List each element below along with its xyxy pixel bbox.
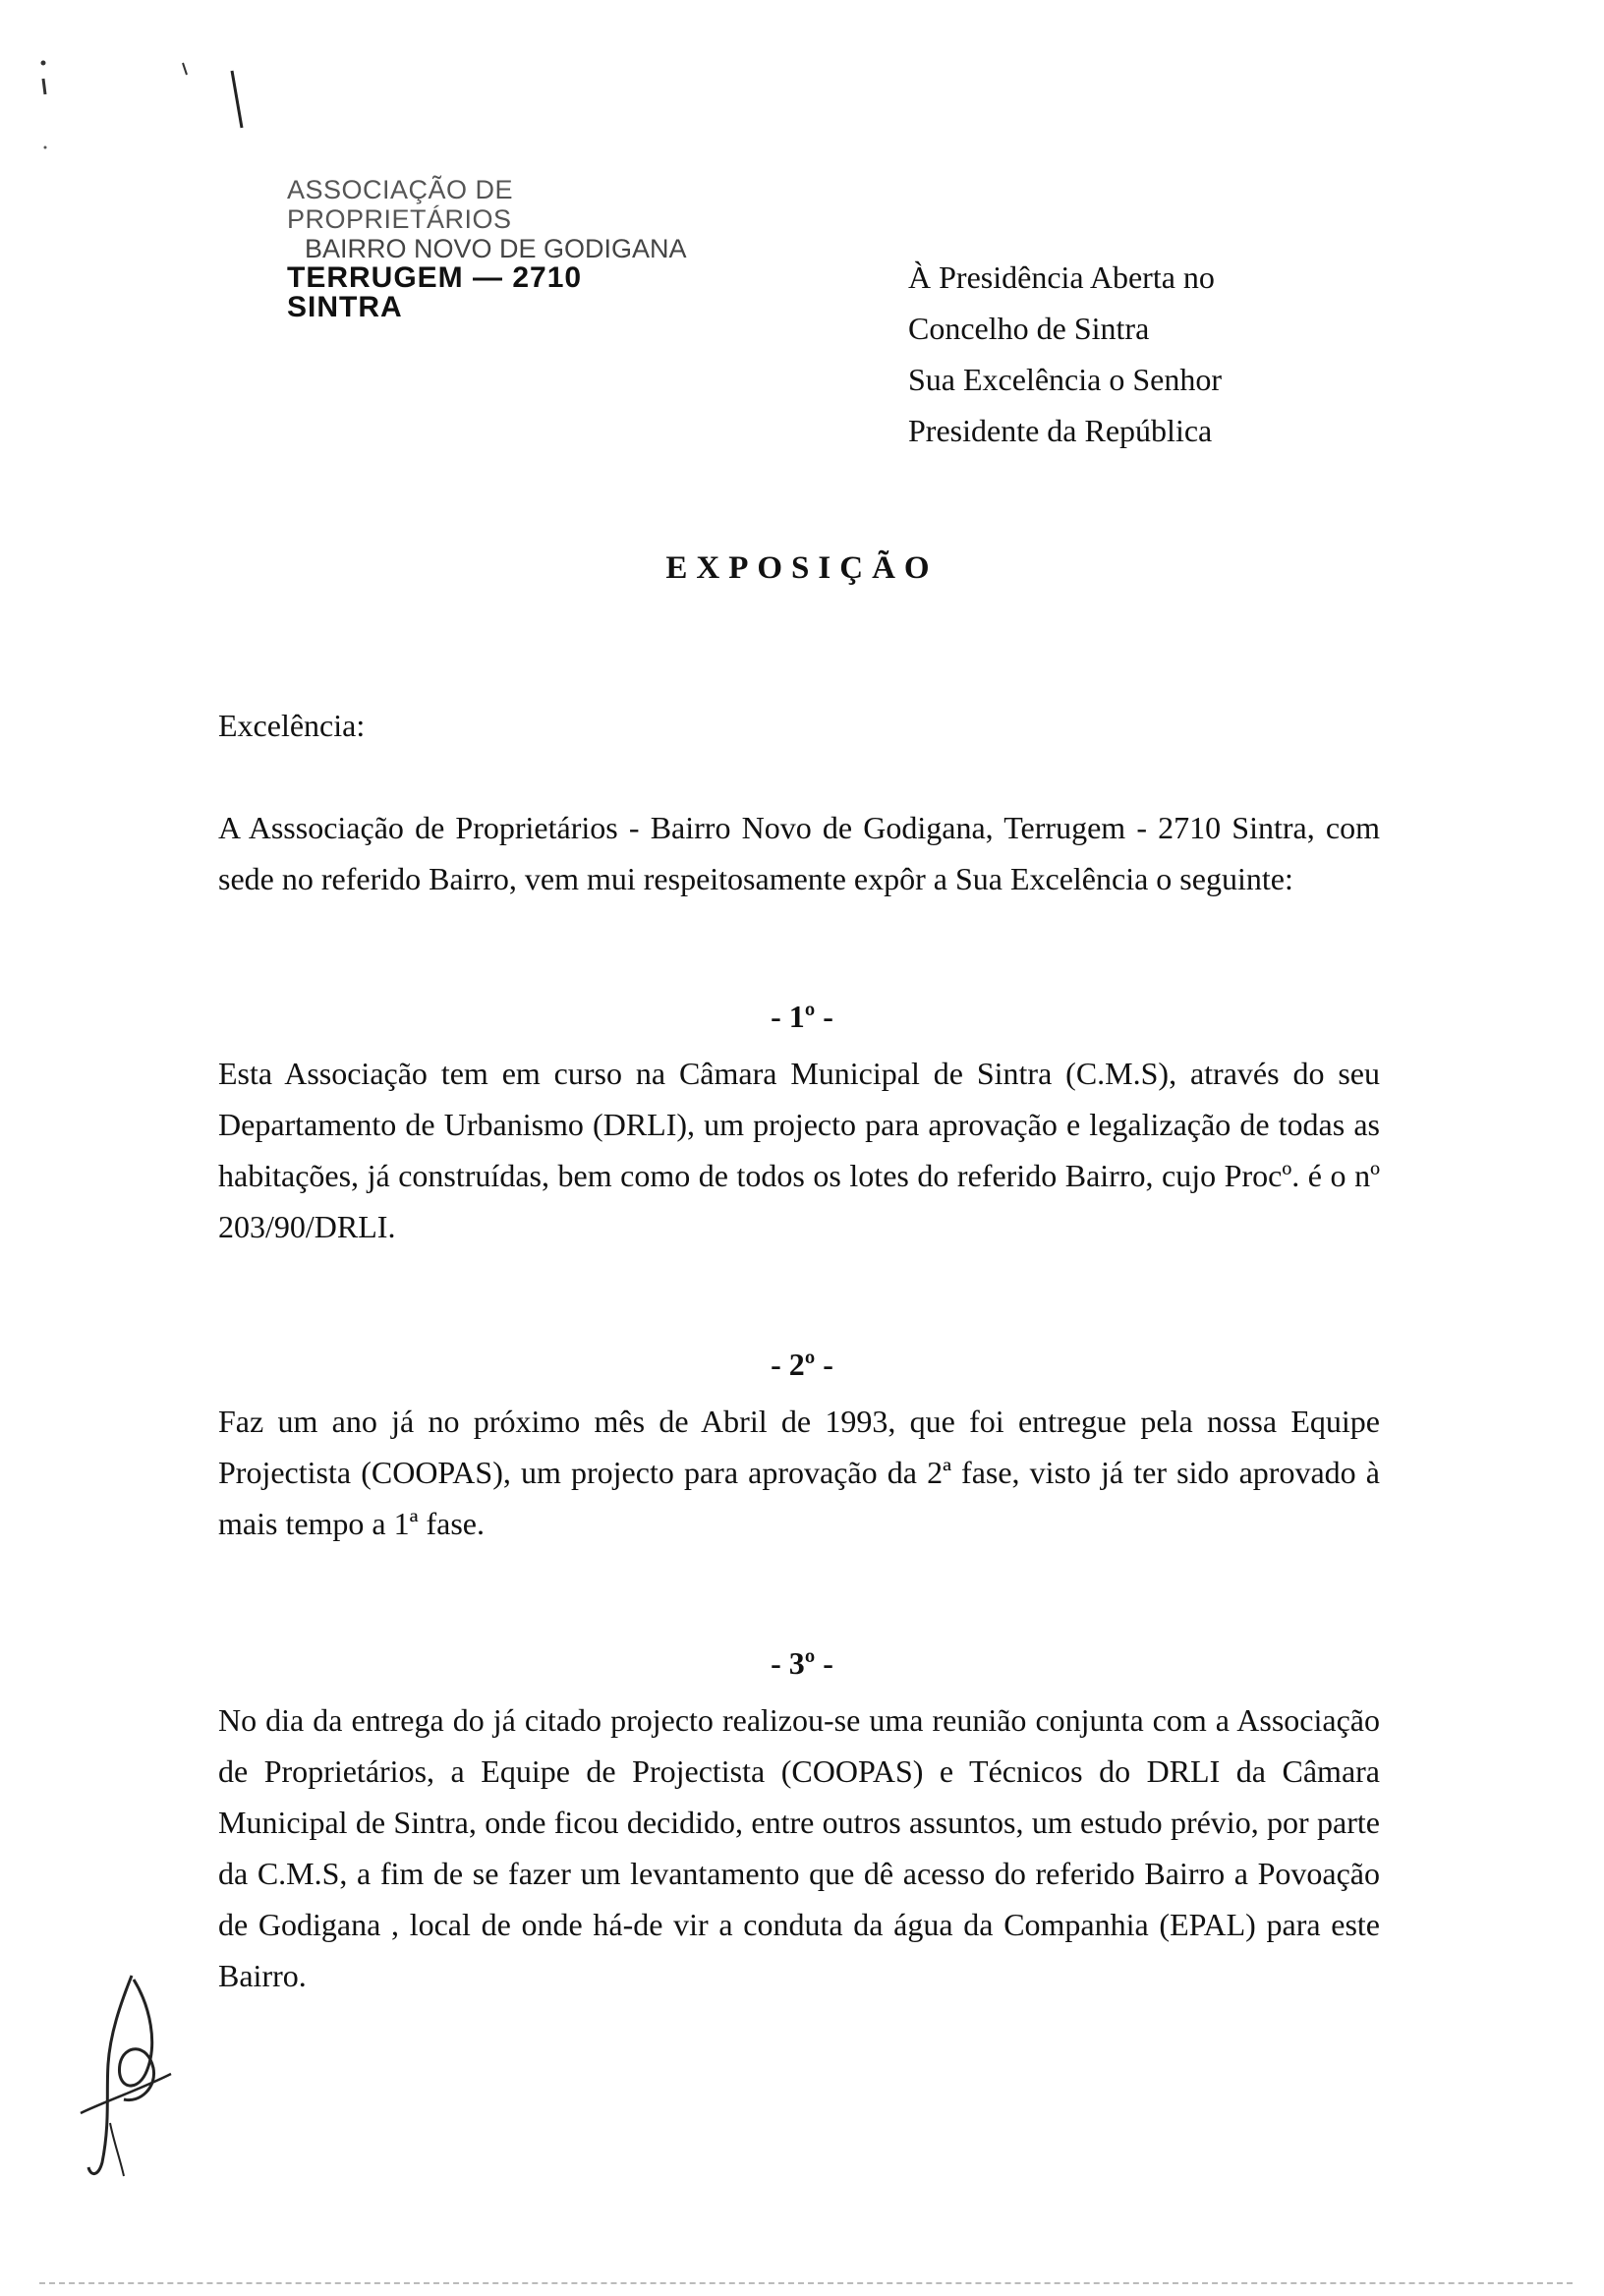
recipient-line: Concelho de Sintra: [908, 311, 1150, 346]
recipient-line: Sua Excelência o Senhor: [908, 362, 1222, 397]
section-number: - 2º -: [771, 1347, 833, 1382]
recipient-block: [908, 252, 1222, 456]
stamp-line-association: ASSOCIAÇÃO DE PROPRIETÁRIOS: [287, 175, 514, 234]
recipient-line: Presidente da República: [908, 413, 1213, 448]
page-edge-rule: [39, 2282, 1573, 2286]
association-stamp: [287, 175, 700, 322]
document-title: EXPOSIÇÃO: [665, 550, 939, 586]
scan-marks: [0, 0, 295, 167]
stamp-line-bairro: BAIRRO NOVO DE GODIGANA: [305, 234, 687, 263]
stamp-line-address: TERRUGEM — 2710 SINTRA: [287, 261, 583, 323]
recipient-line: À Presidência Aberta no: [908, 259, 1215, 295]
handwritten-initials: [51, 1966, 179, 2182]
section-number: - 1º -: [771, 999, 833, 1034]
section-paragraph: No dia da entrega do já citado projecto realizou-se uma reunião conjunta com a Associação de Proprietários, a Equipe de Projectista (COOPAS) e Técnicos do DRLI da Câmara Municipal de Sintra, onde ficou decidido, entre outros assuntos, um estudo prévio, por parte da C.M.S, a fim de se fazer um levantamento que dê acesso do referido Bairro a Povoação de Godigana , local de onde há-de vir a conduta da água da Companhia (EPAL) para este Bairro.: [218, 1702, 1380, 1993]
section-number: - 3º -: [771, 1645, 833, 1681]
section-paragraph: Esta Associação tem em curso na Câmara Municipal de Sintra (C.M.S), através do seu Departamento de Urbanismo (DRLI), um projecto para aprovação e legalização de todas as habitações, já construídas, bem como de todos os lotes do referido Bairro, cujo Procº. é o nº 203/90/DRLI.: [218, 1056, 1380, 1244]
salutation: Excelência:: [218, 708, 366, 743]
section-paragraph: Faz um ano já no próximo mês de Abril de 1993, que foi entregue pela nossa Equipe Projectista (COOPAS), um projecto para aprovação da 2ª fase, visto já ter sido aprovado à mais tempo a 1ª fase.: [218, 1404, 1380, 1541]
intro-paragraph: A Asssociação de Proprietários - Bairro Novo de Godigana, Terrugem - 2710 Sintra, com sede no referido Bairro, vem mui respeitosamente expôr a Sua Excelência o seguinte:: [218, 810, 1380, 896]
